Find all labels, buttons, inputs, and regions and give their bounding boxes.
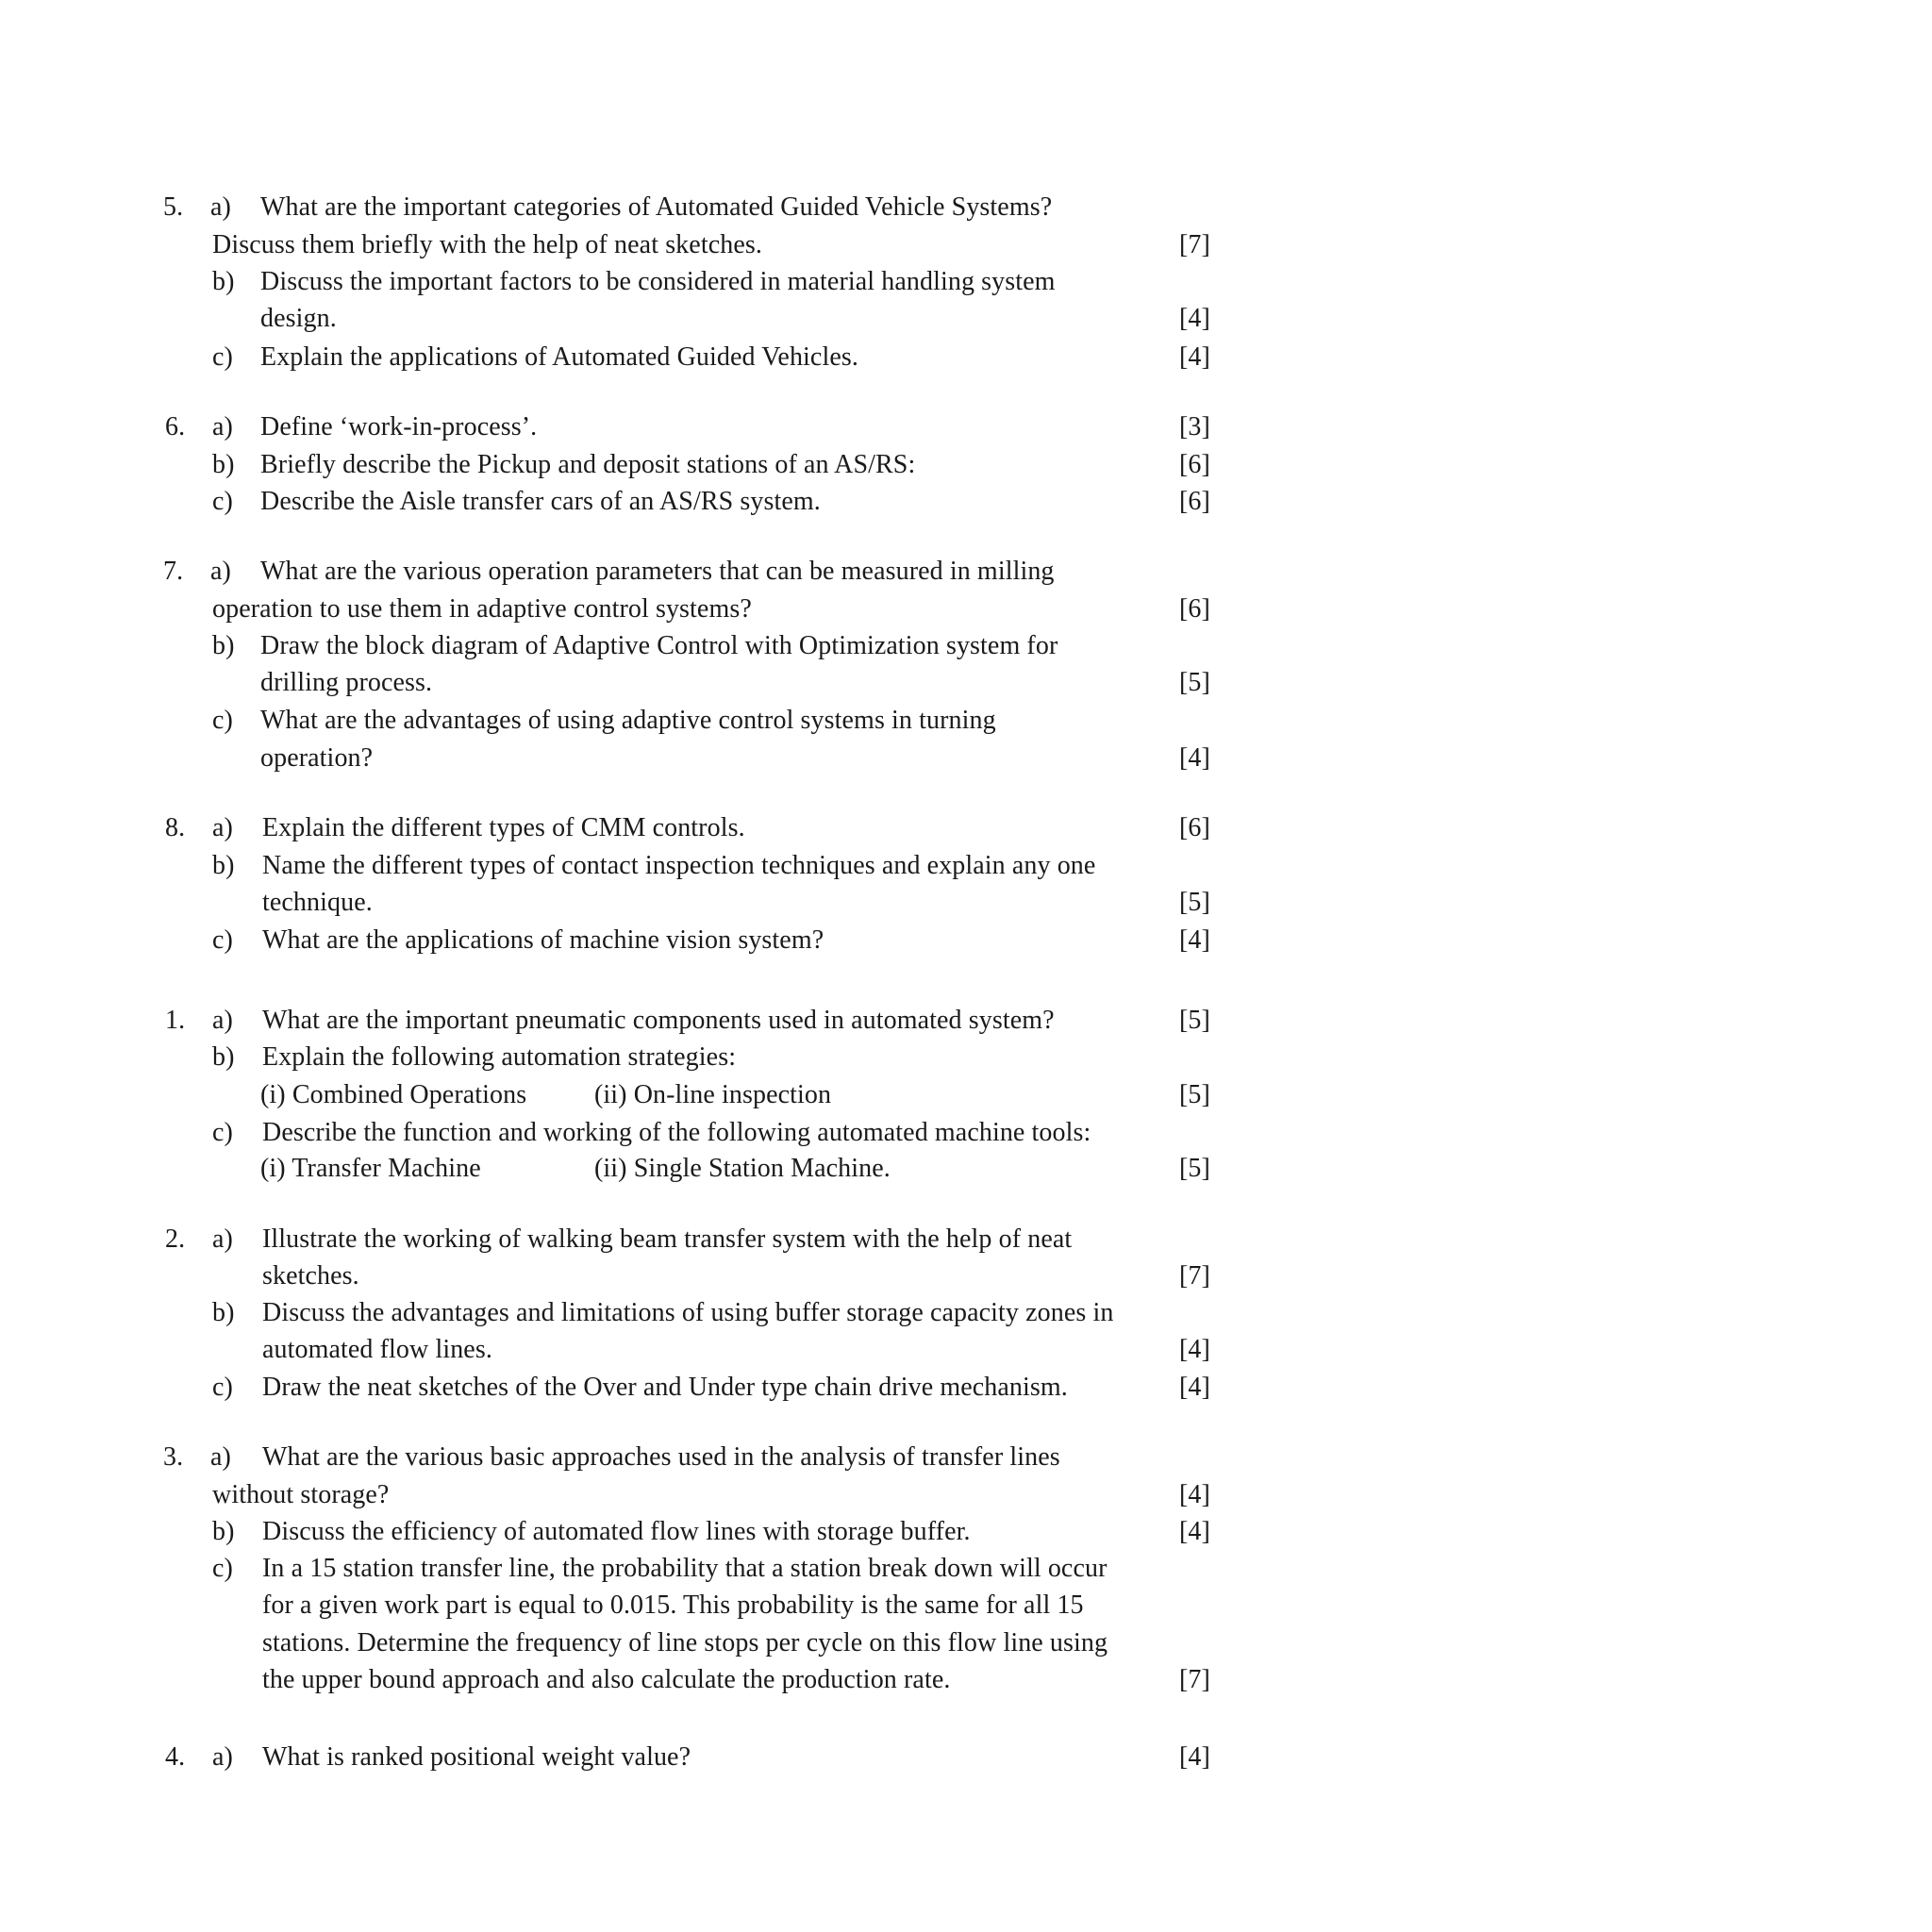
question-text: Discuss them briefly with the help of neat sketches. <box>212 230 762 259</box>
subpart-label: a) <box>212 1224 233 1254</box>
subpart-label: c) <box>212 342 233 372</box>
subpart-label: b) <box>212 631 235 660</box>
question-text: operation? <box>260 743 374 773</box>
marks: [6] <box>1179 450 1210 479</box>
marks: [4] <box>1179 1517 1210 1546</box>
question-text: technique. <box>262 888 373 917</box>
question-text: What are the advantages of using adaptive control systems in turning <box>260 706 996 735</box>
option-text: (ii) On-line inspection <box>594 1080 832 1109</box>
question-text: Draw the neat sketches of the Over and Under type chain drive mechanism. <box>262 1373 1068 1402</box>
question-text: Explain the applications of Automated Guided Vehicles. <box>260 342 858 372</box>
question-number: 3. <box>163 1442 184 1472</box>
question-text: What is ranked positional weight value? <box>262 1742 691 1772</box>
subpart-label: c) <box>212 1373 233 1402</box>
question-text: What are the important categories of Automated Guided Vehicle Systems? <box>260 192 1053 222</box>
question-text: Describe the function and working of the following automated machine tools: <box>262 1118 1091 1147</box>
question-text: design. <box>260 304 337 333</box>
question-text: What are the various basic approaches used in the analysis of transfer lines <box>262 1442 1060 1472</box>
question-text: Explain the following automation strategies: <box>262 1042 737 1072</box>
marks: [3] <box>1179 412 1210 441</box>
subpart-label: b) <box>212 267 235 296</box>
question-text: automated flow lines. <box>262 1335 492 1364</box>
question-number: 8. <box>165 813 186 842</box>
question-text: without storage? <box>212 1480 390 1509</box>
question-text: Briefly describe the Pickup and deposit stations of an AS/RS: <box>260 450 916 479</box>
question-text: Draw the block diagram of Adaptive Control with Optimization system for <box>260 631 1058 660</box>
option-text: (ii) Single Station Machine. <box>594 1154 891 1183</box>
question-text: Discuss the efficiency of automated flow lines with storage buffer. <box>262 1517 971 1546</box>
marks: [5] <box>1179 1006 1210 1035</box>
question-text: Define ‘work-in-process’. <box>260 412 538 441</box>
question-number: 5. <box>163 192 184 222</box>
subpart-label: c) <box>212 925 233 955</box>
subpart-label: b) <box>212 1042 235 1072</box>
question-text: Illustrate the working of walking beam transfer system with the help of neat <box>262 1224 1073 1254</box>
marks: [4] <box>1179 304 1210 333</box>
subpart-label: b) <box>212 1298 235 1327</box>
marks: [7] <box>1179 230 1210 259</box>
subpart-label: b) <box>212 1517 235 1546</box>
marks: [4] <box>1179 743 1210 773</box>
question-text: Explain the different types of CMM controls. <box>262 813 745 842</box>
subpart-label: a) <box>210 192 231 222</box>
subpart-label: c) <box>212 1554 233 1583</box>
subpart-label: c) <box>212 1118 233 1147</box>
subpart-label: a) <box>210 1442 231 1472</box>
question-text: for a given work part is equal to 0.015. This probability is the same for all 15 <box>262 1591 1084 1620</box>
marks: [5] <box>1179 1080 1210 1109</box>
marks: [7] <box>1179 1665 1210 1694</box>
question-text: operation to use them in adaptive control systems? <box>212 594 752 624</box>
marks: [4] <box>1179 1480 1210 1509</box>
question-text: sketches. <box>262 1261 359 1291</box>
subpart-label: b) <box>212 851 235 880</box>
subpart-label: b) <box>212 450 235 479</box>
marks: [4] <box>1179 1373 1210 1402</box>
question-number: 1. <box>165 1006 186 1035</box>
question-text: What are the various operation parameters that can be measured in milling <box>260 557 1055 586</box>
subpart-label: a) <box>212 1742 233 1772</box>
question-text: Discuss the advantages and limitations of using buffer storage capacity zones in <box>262 1298 1114 1327</box>
question-text: Describe the Aisle transfer cars of an AS/RS system. <box>260 487 821 516</box>
subpart-label: a) <box>210 557 231 586</box>
marks: [7] <box>1179 1261 1210 1291</box>
question-text: drilling process. <box>260 668 433 697</box>
subpart-label: c) <box>212 487 233 516</box>
marks: [4] <box>1179 1742 1210 1772</box>
marks: [6] <box>1179 487 1210 516</box>
question-text: stations. Determine the frequency of line stops per cycle on this flow line using <box>262 1628 1108 1657</box>
marks: [4] <box>1179 1335 1210 1364</box>
marks: [5] <box>1179 668 1210 697</box>
marks: [5] <box>1179 1154 1210 1183</box>
marks: [4] <box>1179 925 1210 955</box>
question-text: What are the applications of machine vision system? <box>262 925 824 955</box>
question-number: 4. <box>165 1742 186 1772</box>
question-text: What are the important pneumatic components used in automated system? <box>262 1006 1055 1035</box>
subpart-label: c) <box>212 706 233 735</box>
option-text: (i) Combined Operations <box>260 1080 527 1109</box>
subpart-label: a) <box>212 813 233 842</box>
question-number: 2. <box>165 1224 186 1254</box>
marks: [6] <box>1179 594 1210 624</box>
option-text: (i) Transfer Machine <box>260 1154 481 1183</box>
marks: [6] <box>1179 813 1210 842</box>
subpart-label: a) <box>212 1006 233 1035</box>
question-text: Discuss the important factors to be considered in material handling system <box>260 267 1056 296</box>
question-number: 7. <box>163 557 184 586</box>
question-text: Name the different types of contact inspection techniques and explain any one <box>262 851 1096 880</box>
question-text: In a 15 station transfer line, the probability that a station break down will occur <box>262 1554 1108 1583</box>
subpart-label: a) <box>212 412 233 441</box>
marks: [5] <box>1179 888 1210 917</box>
question-number: 6. <box>165 412 186 441</box>
marks: [4] <box>1179 342 1210 372</box>
question-text: the upper bound approach and also calculate the production rate. <box>262 1665 951 1694</box>
